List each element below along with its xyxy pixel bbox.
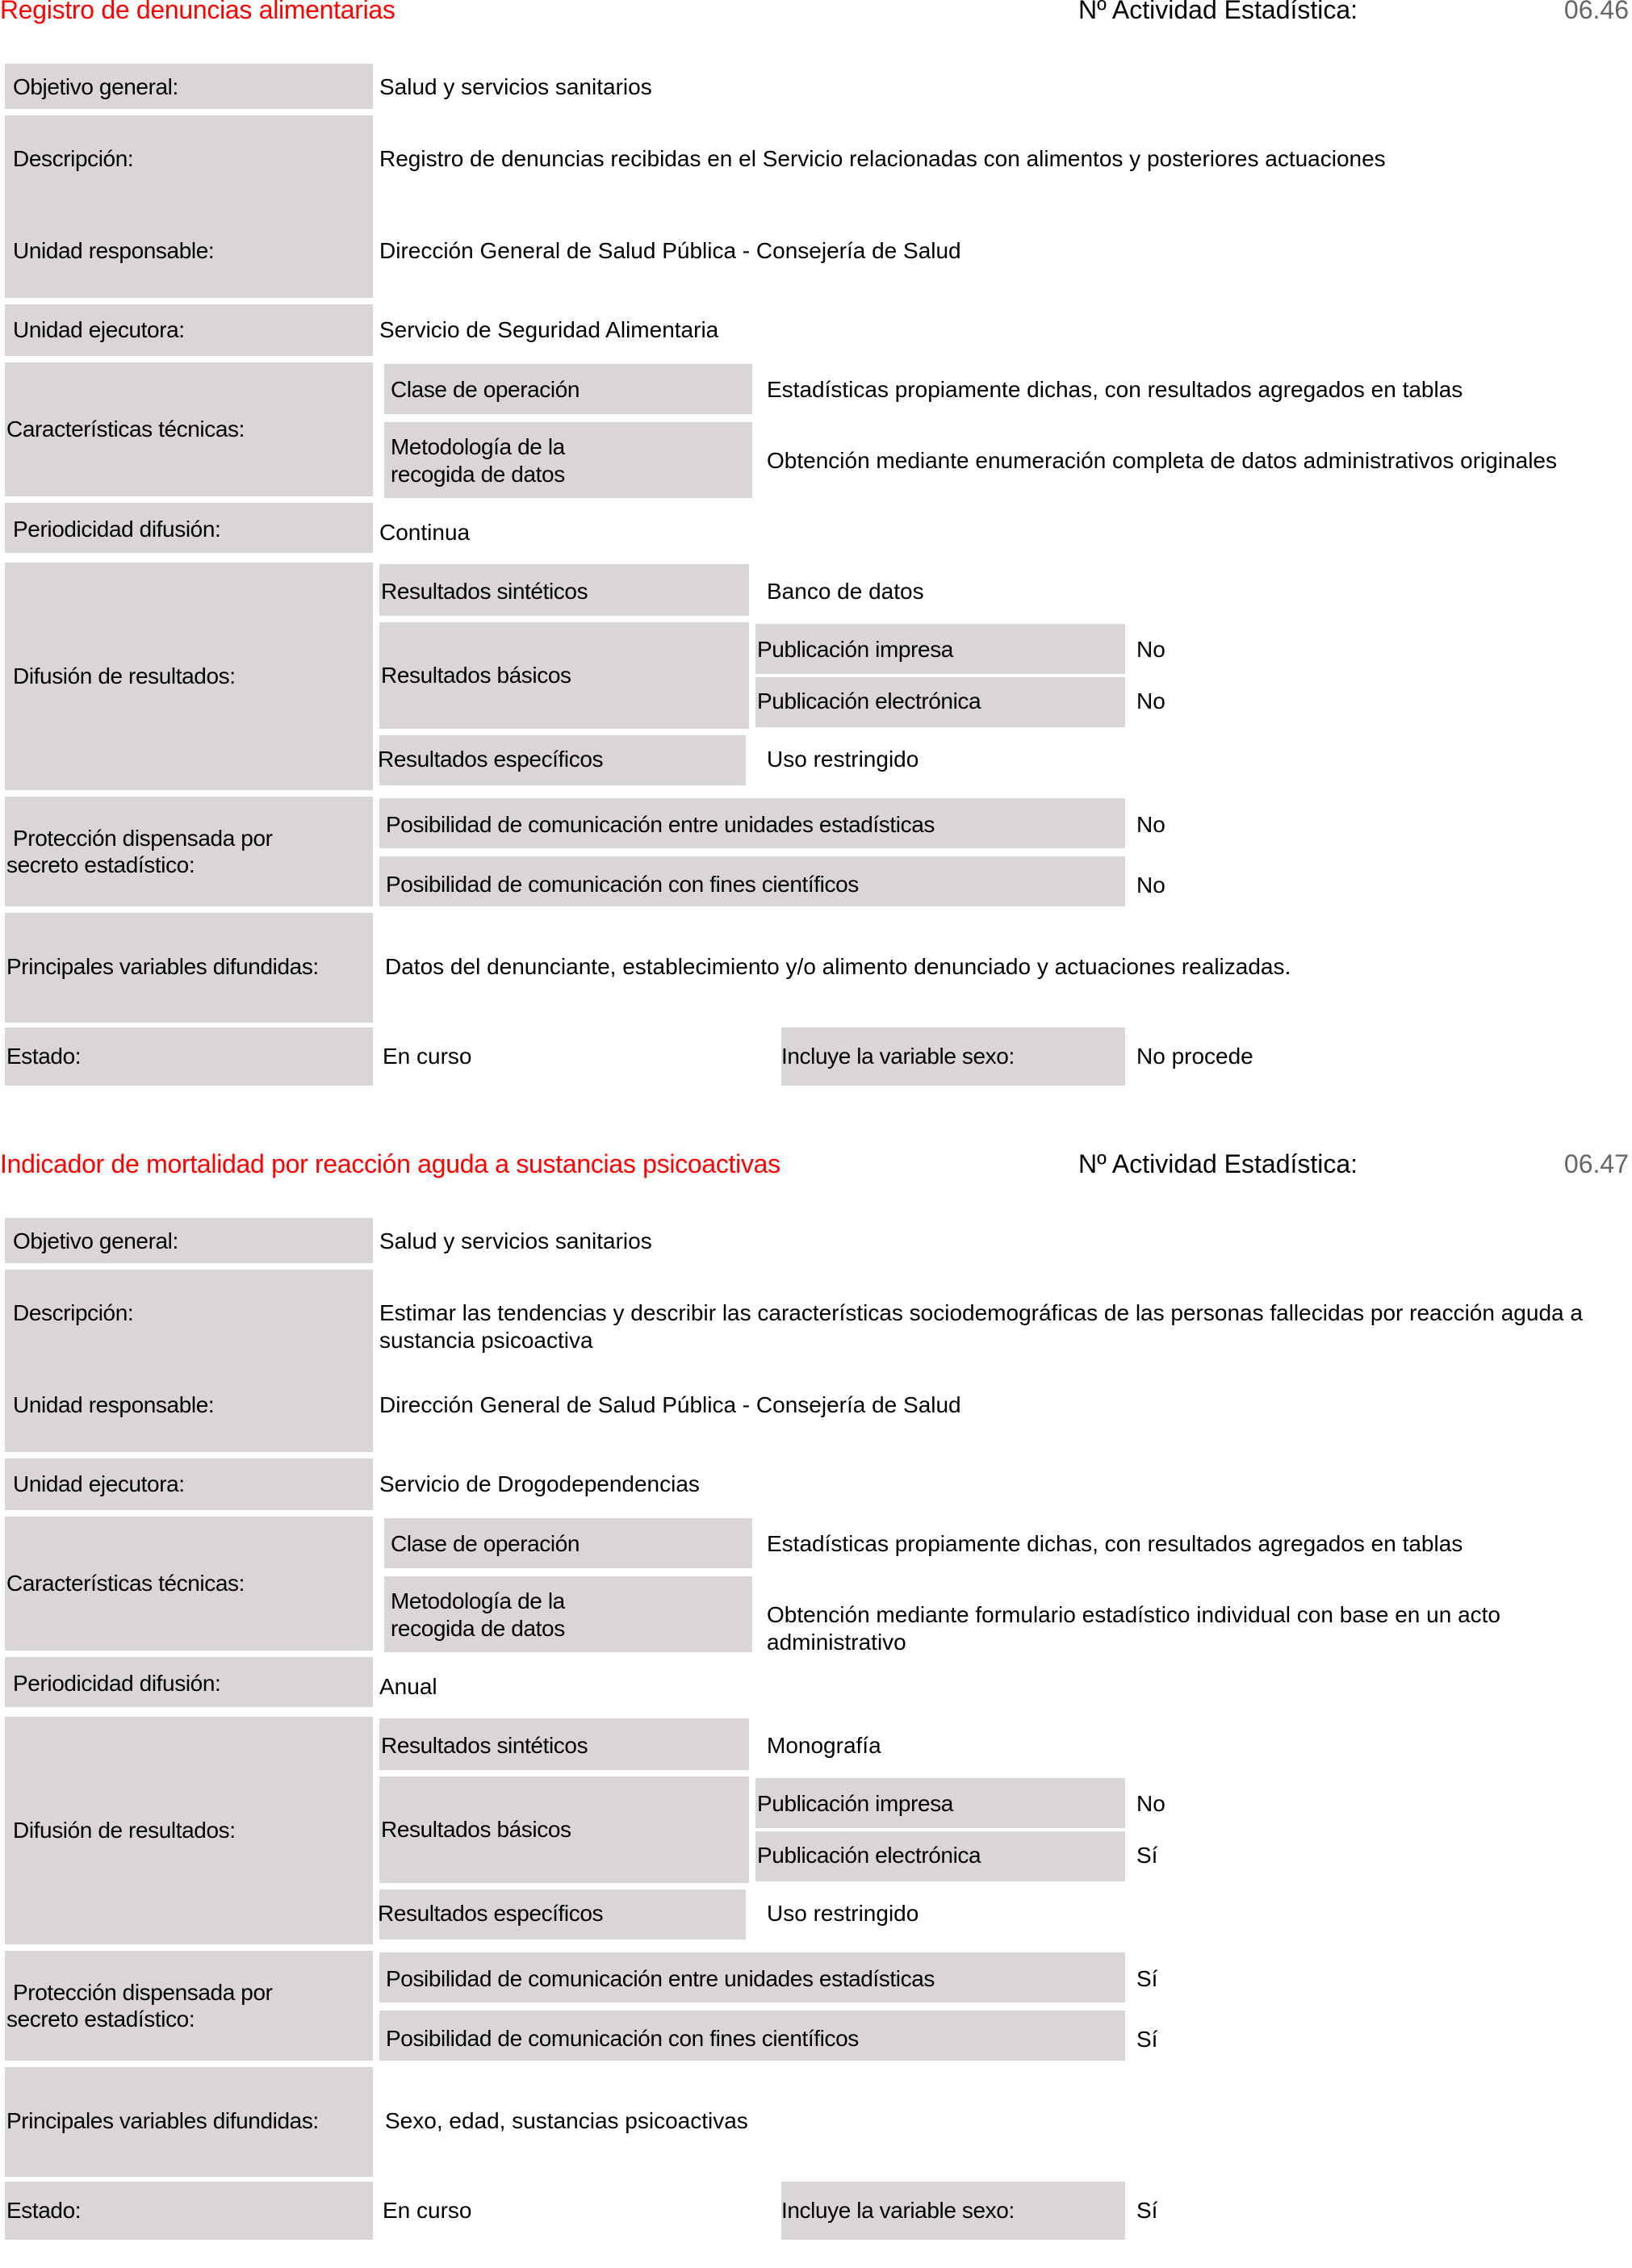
sexo-label: Incluye la variable sexo: — [781, 1044, 1015, 1069]
proteccion-label-line2: secreto estadístico: — [6, 2006, 195, 2032]
unidad-responsable-value: Dirección General de Salud Pública - Consejería de Salud — [379, 238, 961, 263]
difusion-label: Difusión de resultados: — [13, 1818, 236, 1843]
estado-value: En curso — [383, 2198, 472, 2223]
descripcion-label: Descripción: — [13, 146, 134, 171]
objetivo-label: Objetivo general: — [13, 1228, 178, 1253]
metodologia-label-line2: recogida de datos — [391, 462, 565, 487]
com-unidades-value: Sí — [1136, 1966, 1158, 1991]
unidad-ejecutora-label: Unidad ejecutora: — [13, 317, 185, 342]
sinteticos-label: Resultados sintéticos — [381, 579, 588, 604]
com-unidades-value: No — [1136, 812, 1165, 837]
activity-title: Registro de denuncias alimentarias — [0, 0, 395, 24]
objetivo-value: Salud y servicios sanitarios — [379, 74, 652, 99]
especificos-value: Uso restringido — [767, 747, 919, 772]
variables-label: Principales variables difundidas: — [6, 2108, 319, 2133]
metodologia-value-line2: administrativo — [767, 1630, 906, 1655]
impresa-value: No — [1136, 1791, 1165, 1816]
caracteristicas-label: Características técnicas: — [6, 1571, 245, 1596]
descripcion-label-cell — [5, 1270, 373, 1452]
metodologia-value-line1: Obtención mediante formulario estadístico individual con base en un acto — [767, 1602, 1500, 1627]
com-cientificos-label: Posibilidad de comunicación con fines científicos — [386, 872, 859, 897]
com-unidades-label: Posibilidad de comunicación entre unidades estadísticas — [386, 1966, 935, 1991]
com-cientificos-value: No — [1136, 872, 1165, 898]
impresa-value: No — [1136, 637, 1165, 662]
especificos-label: Resultados específicos — [378, 1901, 604, 1926]
especificos-label: Resultados específicos — [378, 747, 604, 772]
com-cientificos-label: Posibilidad de comunicación con fines científicos — [386, 2026, 859, 2051]
periodicidad-label: Periodicidad difusión: — [13, 517, 221, 542]
clase-value: Estadísticas propiamente dichas, con resultados agregados en tablas — [767, 1531, 1463, 1556]
activity-number: 06.46 — [1563, 0, 1629, 24]
objetivo-label: Objetivo general: — [13, 74, 178, 99]
metodologia-label-line1: Metodología de la — [391, 434, 565, 459]
metodologia-label-line2: recogida de datos — [391, 1616, 565, 1641]
sinteticos-value: Banco de datos — [767, 579, 924, 604]
sexo-value: No procede — [1136, 1044, 1253, 1069]
sinteticos-label: Resultados sintéticos — [381, 1733, 588, 1758]
proteccion-label-line1: Protección dispensada por — [13, 1980, 273, 2005]
unidad-responsable-value: Dirección General de Salud Pública - Consejería de Salud — [379, 1392, 961, 1417]
clase-value: Estadísticas propiamente dichas, con resultados agregados en tablas — [767, 377, 1463, 402]
metodologia-value-line1: Obtención mediante enumeración completa de datos administrativos originales — [767, 448, 1557, 473]
sexo-value: Sí — [1136, 2198, 1158, 2223]
impresa-label: Publicación impresa — [757, 637, 953, 662]
clase-label: Clase de operación — [391, 377, 580, 402]
unidad-responsable-label: Unidad responsable: — [13, 238, 215, 263]
proteccion-label-line2: secreto estadístico: — [6, 852, 195, 877]
descripcion-value-line2: sustancia psicoactiva — [379, 1328, 593, 1353]
activity-section-1 — [0, 0, 1632, 1114]
unidad-ejecutora-label: Unidad ejecutora: — [13, 1471, 185, 1496]
descripcion-label: Descripción: — [13, 1300, 134, 1325]
variables-value: Datos del denunciante, establecimiento y/o alimento denunciado y actuaciones realizadas. — [385, 954, 1291, 979]
activity-number-label: Nº Actividad Estadística: — [1078, 0, 1358, 24]
caracteristicas-label: Características técnicas: — [6, 416, 245, 441]
unidad-responsable-label: Unidad responsable: — [13, 1392, 215, 1417]
metodologia-label-line1: Metodología de la — [391, 1588, 565, 1613]
variables-label: Principales variables difundidas: — [6, 954, 319, 979]
estado-label: Estado: — [6, 1044, 82, 1069]
estado-label: Estado: — [6, 2198, 82, 2223]
activity-number-label: Nº Actividad Estadística: — [1078, 1149, 1358, 1178]
estado-value: En curso — [383, 1044, 472, 1069]
sinteticos-value: Monografía — [767, 1733, 881, 1758]
impresa-label: Publicación impresa — [757, 1791, 953, 1816]
objetivo-value: Salud y servicios sanitarios — [379, 1228, 652, 1253]
descripcion-value-line1: Estimar las tendencias y describir las características sociodemográficas de las personas fallecidas por reacción aguda a — [379, 1300, 1583, 1325]
descripcion-value-line1: Registro de denuncias recibidas en el Servicio relacionadas con alimentos y posteriores actuaciones — [379, 146, 1386, 171]
basicos-label: Resultados básicos — [381, 1817, 571, 1842]
activity-number: 06.47 — [1563, 1149, 1629, 1178]
sexo-label: Incluye la variable sexo: — [781, 2198, 1015, 2223]
difusion-label: Difusión de resultados: — [13, 663, 236, 688]
especificos-value: Uso restringido — [767, 1901, 919, 1926]
unidad-ejecutora-value: Servicio de Drogodependencias — [379, 1471, 700, 1496]
electronica-label: Publicación electrónica — [757, 1843, 981, 1868]
periodicidad-value: Continua — [379, 520, 471, 545]
descripcion-label-cell — [5, 115, 373, 298]
electronica-label: Publicación electrónica — [757, 688, 981, 713]
electronica-value: Sí — [1136, 1843, 1158, 1868]
electronica-value: No — [1136, 688, 1165, 713]
activity-section-2 — [0, 1149, 1632, 2268]
proteccion-label-line1: Protección dispensada por — [13, 826, 273, 851]
com-cientificos-value: Sí — [1136, 2027, 1158, 2052]
periodicidad-value: Anual — [379, 1674, 437, 1699]
clase-label: Clase de operación — [391, 1531, 580, 1556]
com-unidades-label: Posibilidad de comunicación entre unidades estadísticas — [386, 812, 935, 837]
basicos-label: Resultados básicos — [381, 663, 571, 688]
variables-value: Sexo, edad, sustancias psicoactivas — [385, 2108, 748, 2133]
periodicidad-label: Periodicidad difusión: — [13, 1671, 221, 1696]
activity-title: Indicador de mortalidad por reacción aguda a sustancias psicoactivas — [0, 1149, 780, 1178]
unidad-ejecutora-value: Servicio de Seguridad Alimentaria — [379, 317, 719, 342]
